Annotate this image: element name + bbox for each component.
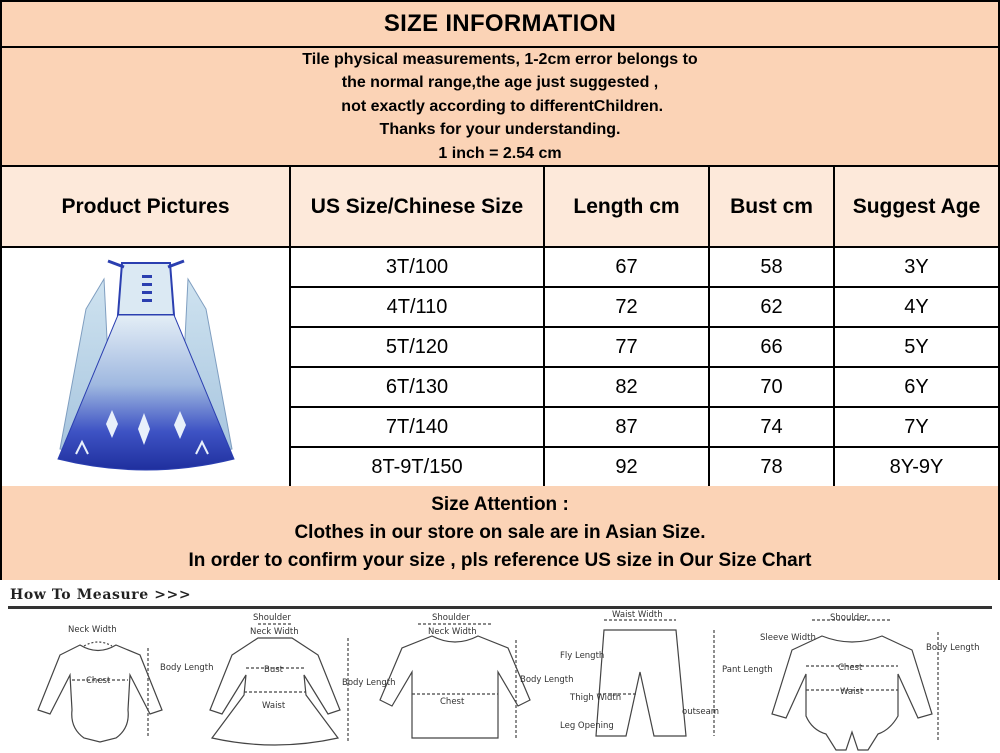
size-cell: 4T/110 [290, 287, 544, 327]
label: Body Length [342, 678, 396, 688]
label: Leg Opening [560, 721, 614, 731]
label: Bust [264, 665, 283, 675]
page-title: SIZE INFORMATION [2, 2, 998, 48]
note-line: Thanks for your understanding. [379, 121, 621, 139]
bust-cell: 70 [709, 367, 834, 407]
size-cell: 5T/120 [290, 327, 544, 367]
note-line: the normal range,the age just suggested , [341, 74, 659, 92]
label: Waist [840, 687, 864, 697]
label: Waist Width [612, 610, 663, 620]
size-cell: 6T/130 [290, 367, 544, 407]
size-cell: 8T-9T/150 [290, 447, 544, 487]
header-size: US Size/Chinese Size [290, 167, 544, 247]
label: Shoulder [253, 613, 291, 623]
note-line: 1 inch = 2.54 cm [438, 144, 562, 162]
age-cell: 3Y [834, 247, 998, 287]
pants-diagram [560, 610, 773, 736]
label: Body Length [926, 643, 980, 653]
label: Waist [262, 701, 286, 711]
label: Chest [86, 676, 111, 686]
note-line: not exactly according to differentChildren. [336, 97, 664, 115]
measurement-notes [2, 48, 998, 167]
header-product-pictures: Product Pictures [2, 167, 290, 247]
attention-line: In order to confirm your size , pls reference US size in Our Size Chart [188, 550, 812, 571]
label: outseam [682, 707, 720, 717]
size-cell: 7T/140 [290, 407, 544, 447]
bust-cell: 74 [709, 407, 834, 447]
label: Sleeve Width [760, 633, 816, 643]
product-picture-cell [2, 247, 290, 487]
label: Body Length [520, 675, 574, 685]
table-row [2, 247, 998, 287]
dress-image [46, 249, 246, 479]
label: Shoulder [432, 613, 470, 623]
bust-cell: 66 [709, 327, 834, 367]
how-to-measure-section [0, 582, 1000, 753]
label: Pant Length [722, 665, 773, 675]
label: Neck Width [250, 627, 299, 637]
attention-heading: Size Attention : [431, 494, 569, 515]
attention-line: Clothes in our store on sale are in Asian Size. [294, 522, 706, 543]
size-table [2, 167, 998, 488]
romper-diagram [760, 613, 979, 750]
header-length: Length cm [544, 167, 709, 247]
age-cell: 5Y [834, 327, 998, 367]
length-cell: 72 [544, 287, 709, 327]
measure-diagrams [0, 610, 1000, 753]
size-cell: 3T/100 [290, 247, 544, 287]
header-age: Suggest Age [834, 167, 998, 247]
bust-cell: 62 [709, 287, 834, 327]
note-line: Tile physical measurements, 1-2cm error belongs to [302, 50, 698, 68]
age-cell: 8Y-9Y [834, 447, 998, 487]
dress-diagram [210, 613, 395, 745]
label: Chest [838, 663, 863, 673]
label: Thigh Width [570, 693, 622, 703]
divider [8, 606, 992, 609]
age-cell: 4Y [834, 287, 998, 327]
label: Fly Length [560, 651, 605, 661]
age-cell: 7Y [834, 407, 998, 447]
label: Body Length [160, 663, 214, 673]
age-cell: 6Y [834, 367, 998, 407]
length-cell: 92 [544, 447, 709, 487]
bust-cell: 78 [709, 447, 834, 487]
header-bust: Bust cm [709, 167, 834, 247]
bust-cell: 58 [709, 247, 834, 287]
label: Chest [440, 697, 465, 707]
length-cell: 82 [544, 367, 709, 407]
length-cell: 67 [544, 247, 709, 287]
shirt-diagram [380, 613, 573, 738]
bodysuit-diagram [38, 625, 213, 742]
table-header-row [2, 167, 998, 247]
length-cell: 77 [544, 327, 709, 367]
length-cell: 87 [544, 407, 709, 447]
label: Shoulder [830, 613, 868, 623]
label: Neck Width [428, 627, 477, 637]
how-to-measure-title: How To Measure >>> [10, 587, 192, 603]
label: Neck Width [68, 625, 117, 635]
size-attention [2, 486, 998, 580]
